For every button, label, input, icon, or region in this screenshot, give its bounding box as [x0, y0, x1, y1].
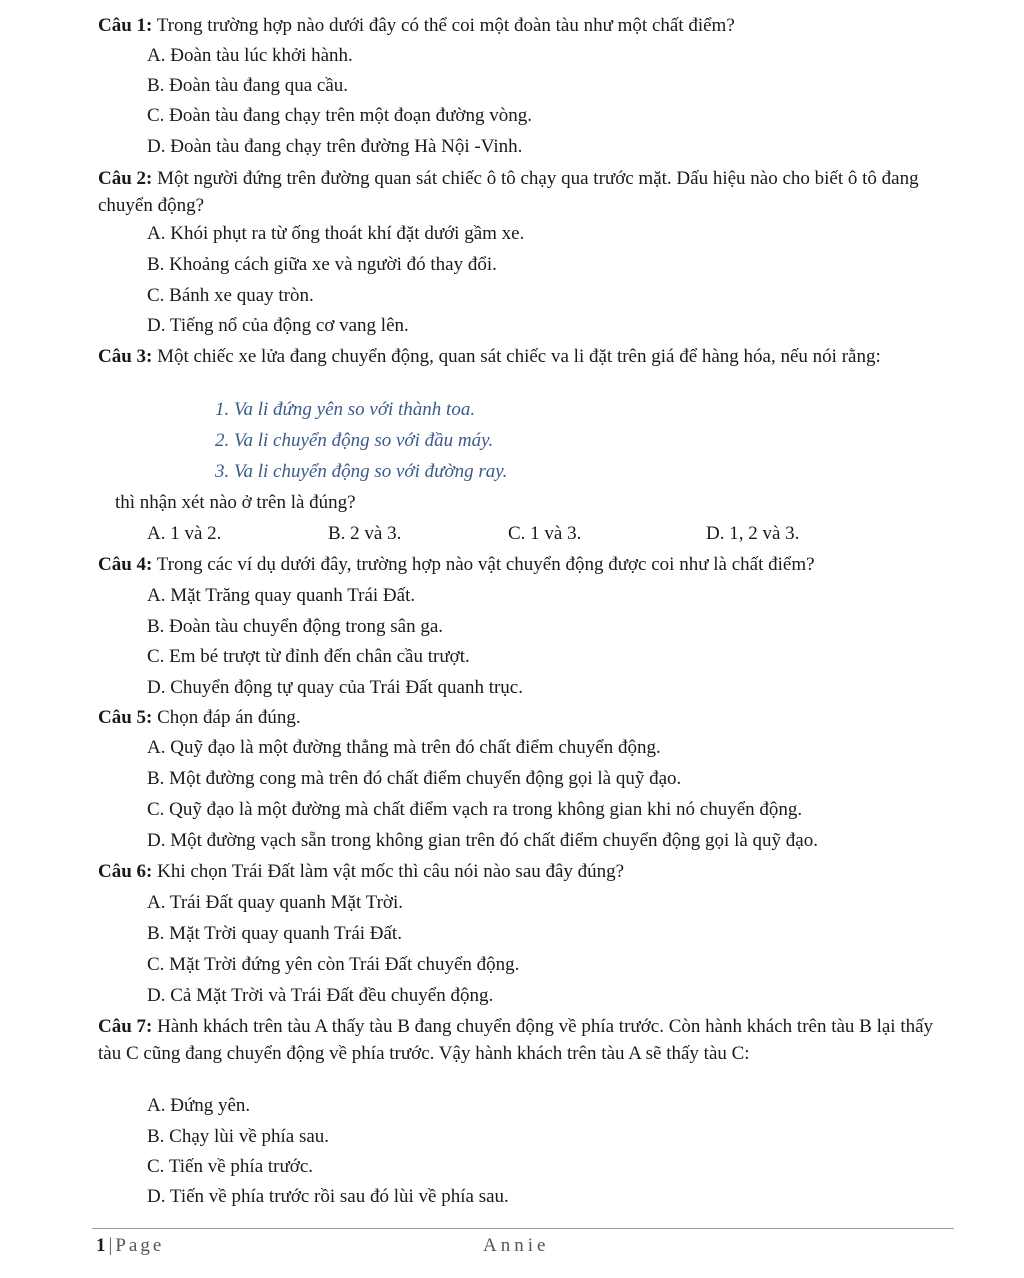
option-5b: B. Một đường cong mà trên đó chất điểm chuyển động gọi là quỹ đạo. [147, 768, 682, 789]
option-3d: D. 1, 2 và 3. [706, 523, 800, 544]
option-4b: B. Đoàn tàu chuyển động trong sân ga. [147, 616, 444, 637]
option-7d: D. Tiến về phía trước rồi sau đó lùi về phía sau. [147, 1186, 509, 1207]
question-text: Khi chọn Trái Đất làm vật mốc thì câu nói nào sau đây đúng? [152, 861, 625, 882]
option-1b: B. Đoàn tàu đang qua cầu. [147, 75, 349, 96]
option-3a: A. 1 và 2. [147, 523, 222, 544]
option-7a: A. Đứng yên. [147, 1095, 251, 1116]
option-1a: A. Đoàn tàu lúc khởi hành. [147, 45, 353, 66]
footer-divider [92, 1228, 954, 1229]
option-1c: C. Đoàn tàu đang chạy trên một đoạn đường vòng. [147, 105, 532, 126]
page-number: 1 [96, 1235, 106, 1256]
question-label: Câu 4: [98, 554, 153, 575]
question-7 [98, 1013, 958, 1067]
option-2a: A. Khói phụt ra từ ống thoát khí đặt dưới gầm xe. [147, 223, 525, 244]
question-text: Hành khách trên tàu A thấy tàu B đang chuyển động về phía trước. Còn hành khách trên tàu B lại thấy tàu C cũng đang chuyển động về phía trước. Vậy hành khách trên tàu A sẽ thấy tàu C: [98, 1016, 934, 1064]
question-4 [98, 551, 958, 578]
question-text: Trong trường hợp nào dưới đây có thể coi một đoàn tàu như một chất điểm? [152, 15, 735, 36]
question-3-followup: thì nhận xét nào ở trên là đúng? [115, 492, 356, 513]
option-6c: C. Mặt Trời đứng yên còn Trái Đất chuyển động. [147, 954, 520, 975]
option-7b: B. Chạy lùi về phía sau. [147, 1126, 330, 1147]
footer-page-number [96, 1234, 164, 1258]
page-separator: | [108, 1235, 113, 1256]
question-label: Câu 5: [98, 707, 153, 728]
statement-1: 1. Va li đứng yên so với thành toa. [215, 399, 476, 420]
option-7c: C. Tiến về phía trước. [147, 1156, 314, 1177]
option-5d: D. Một đường vạch sẵn trong không gian trên đó chất điểm chuyển động gọi là quỹ đạo. [147, 830, 818, 851]
question-label: Câu 1: [98, 15, 153, 36]
page-word: Page [115, 1235, 165, 1256]
statement-2: 2. Va li chuyển động so với đầu máy. [215, 430, 494, 451]
footer-author: Annie [483, 1235, 550, 1256]
question-5 [98, 704, 958, 731]
question-6 [98, 858, 958, 885]
question-label: Câu 6: [98, 861, 153, 882]
option-4a: A. Mặt Trăng quay quanh Trái Đất. [147, 585, 416, 606]
question-label: Câu 2: [98, 168, 153, 189]
question-3 [98, 343, 958, 370]
option-6a: A. Trái Đất quay quanh Mặt Trời. [147, 892, 404, 913]
option-5c: C. Quỹ đạo là một đường mà chất điểm vạch ra trong không gian khi nó chuyển động. [147, 799, 803, 820]
option-4d: D. Chuyển động tự quay của Trái Đất quanh trục. [147, 677, 523, 698]
question-text: Một người đứng trên đường quan sát chiếc ô tô chạy qua trước mặt. Dấu hiệu nào cho biết ô tô đang chuyển động? [98, 168, 919, 216]
option-4c: C. Em bé trượt từ đỉnh đến chân cầu trượt. [147, 646, 470, 667]
question-text: Chọn đáp án đúng. [152, 707, 301, 728]
statement-3: 3. Va li chuyển động so với đường ray. [215, 461, 508, 482]
question-label: Câu 7: [98, 1016, 153, 1037]
option-1d: D. Đoàn tàu đang chạy trên đường Hà Nội -Vinh. [147, 136, 523, 157]
question-text: Một chiếc xe lửa đang chuyển động, quan sát chiếc va li đặt trên giá để hàng hóa, nếu nói rằng: [152, 346, 881, 367]
question-2 [98, 165, 958, 219]
option-6b: B. Mặt Trời quay quanh Trái Đất. [147, 923, 402, 944]
option-6d: D. Cả Mặt Trời và Trái Đất đều chuyển động. [147, 985, 494, 1006]
question-1 [98, 12, 958, 39]
question-label: Câu 3: [98, 346, 153, 367]
option-2b: B. Khoảng cách giữa xe và người đó thay đổi. [147, 254, 497, 275]
option-3c: C. 1 và 3. [508, 523, 582, 544]
option-3b: B. 2 và 3. [328, 523, 402, 544]
option-5a: A. Quỹ đạo là một đường thẳng mà trên đó chất điểm chuyển động. [147, 737, 661, 758]
question-text: Trong các ví dụ dưới đây, trường hợp nào vật chuyển động được coi như là chất điểm? [152, 554, 815, 575]
option-2d: D. Tiếng nổ của động cơ vang lên. [147, 315, 409, 336]
option-2c: C. Bánh xe quay tròn. [147, 285, 314, 306]
